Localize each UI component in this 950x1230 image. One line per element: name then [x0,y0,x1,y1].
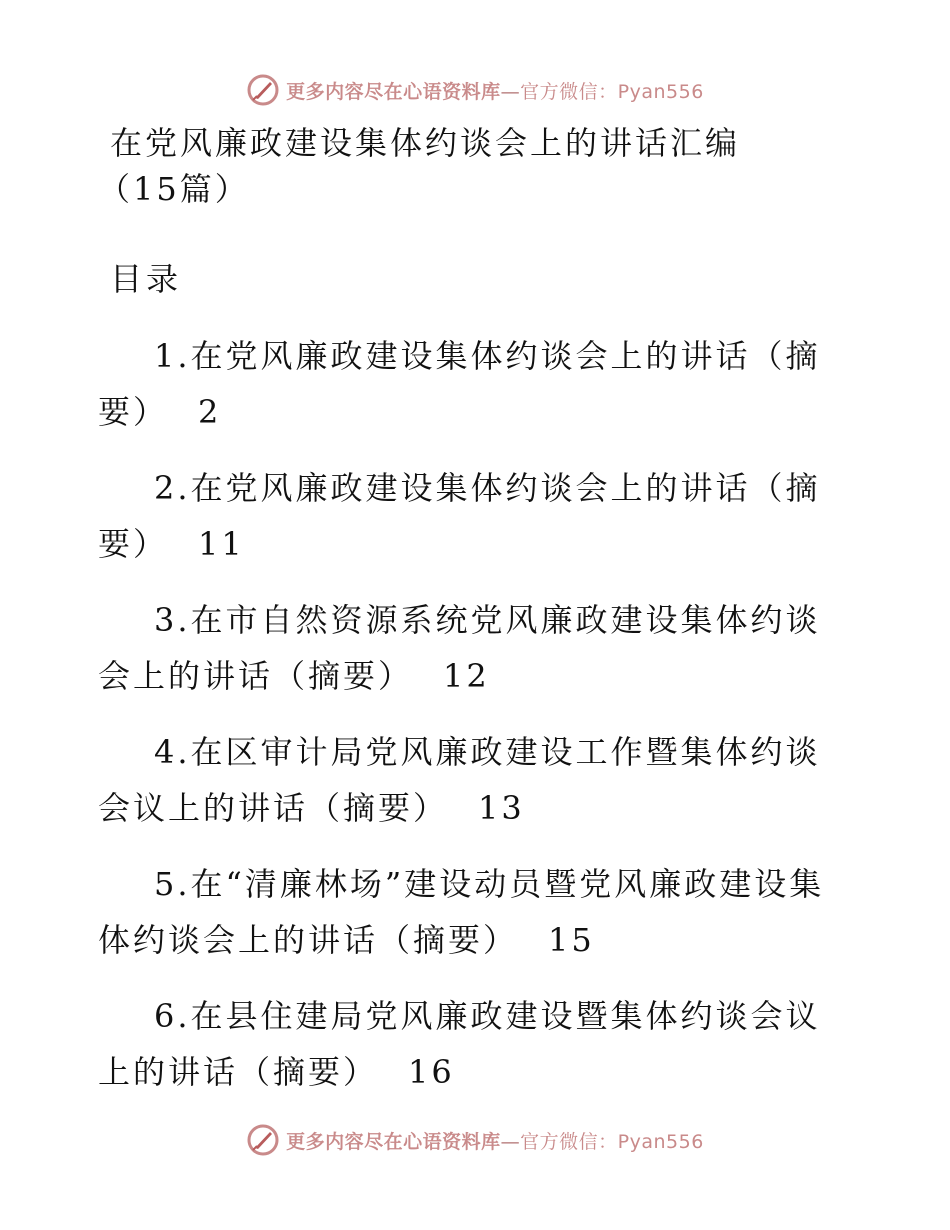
footer-watermark [0,1120,950,1160]
feather-pen-circle-icon [246,73,280,107]
toc-page-number: 2 [198,393,222,431]
toc-item-6[interactable]: 6.在县住建局党风廉政建设暨集体约谈会议上的讲话（摘要） 16 [98,997,821,1091]
toc-item-1[interactable]: 1.在党风廉政建设集体约谈会上的讲话（摘要） 2 [98,337,821,431]
toc-item-4[interactable]: 4.在区审计局党风廉政建设工作暨集体约谈会议上的讲话（摘要） 13 [98,733,821,827]
toc-page-number: 12 [443,657,490,695]
toc-item-2[interactable]: 2.在党风廉政建设集体约谈会上的讲话（摘要） 11 [98,469,821,563]
toc-page-number: 13 [478,789,525,827]
toc-item-3[interactable]: 3.在市自然资源系统党风廉政建设集体约谈会上的讲话（摘要） 12 [98,601,821,695]
header-watermark [0,70,950,110]
feather-pen-circle-icon [246,1123,280,1157]
toc-item-5[interactable]: 5.在“清廉林场”建设动员暨党风廉政建设集体约谈会上的讲话（摘要） 15 [98,865,825,959]
toc-page-number: 11 [198,525,245,563]
toc-page-number: 16 [408,1053,455,1091]
watermark-text: 更多内容尽在心语资料库—官方微信：Pyan556 [286,80,704,103]
toc-heading: 目录 [110,260,183,298]
watermark-text: 更多内容尽在心语资料库—官方微信：Pyan556 [286,1130,704,1153]
document-title: 在党风廉政建设集体约谈会上的讲话汇编（15篇） [98,124,741,208]
table-of-contents [98,328,838,1120]
toc-page-number: 15 [548,921,595,959]
